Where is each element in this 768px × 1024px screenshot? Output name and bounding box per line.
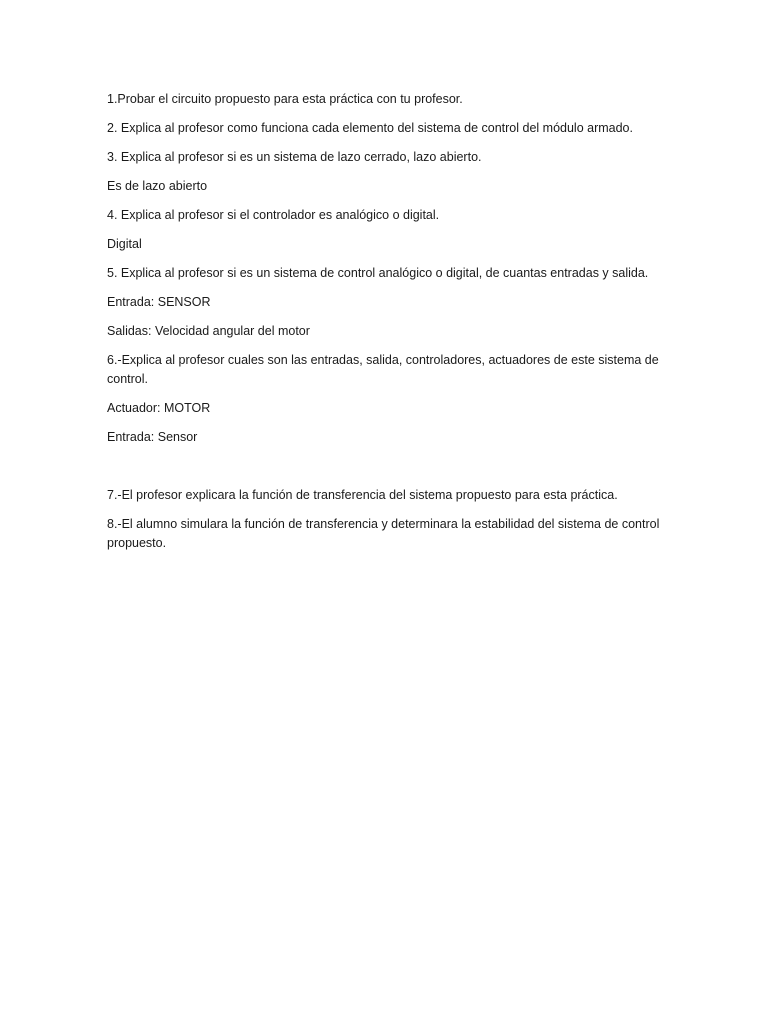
question-3: 3. Explica al profesor si es un sistema de lazo cerrado, lazo abierto. [107,150,482,164]
question-8: 8.-El alumno simulara la función de transferencia y determinara la estabilidad del sistema de control propuesto. [107,517,660,550]
question-6: 6.-Explica al profesor cuales son las entradas, salida, controladores, actuadores de este sistema de control. [107,353,659,386]
answer-5-output: Salidas: Velocidad angular del motor [107,324,310,338]
answer-6-actuator: Actuador: MOTOR [107,401,211,415]
question-4: 4. Explica al profesor si el controlador es analógico o digital. [107,208,440,222]
question-1: 1.Probar el circuito propuesto para esta práctica con tu profesor. [107,92,463,106]
answer-6-input: Entrada: Sensor [107,430,198,444]
blank-line [107,457,667,476]
answer-3: Es de lazo abierto [107,179,208,193]
question-2: 2. Explica al profesor como funciona cada elemento del sistema de control del módulo armado. [107,121,633,135]
answer-5-input: Entrada: SENSOR [107,295,211,309]
answer-4: Digital [107,237,142,251]
document-body [107,90,667,563]
question-5: 5. Explica al profesor si es un sistema de control analógico o digital, de cuantas entradas y salida. [107,266,649,280]
question-7: 7.-El profesor explicara la función de transferencia del sistema propuesto para esta práctica. [107,488,618,502]
